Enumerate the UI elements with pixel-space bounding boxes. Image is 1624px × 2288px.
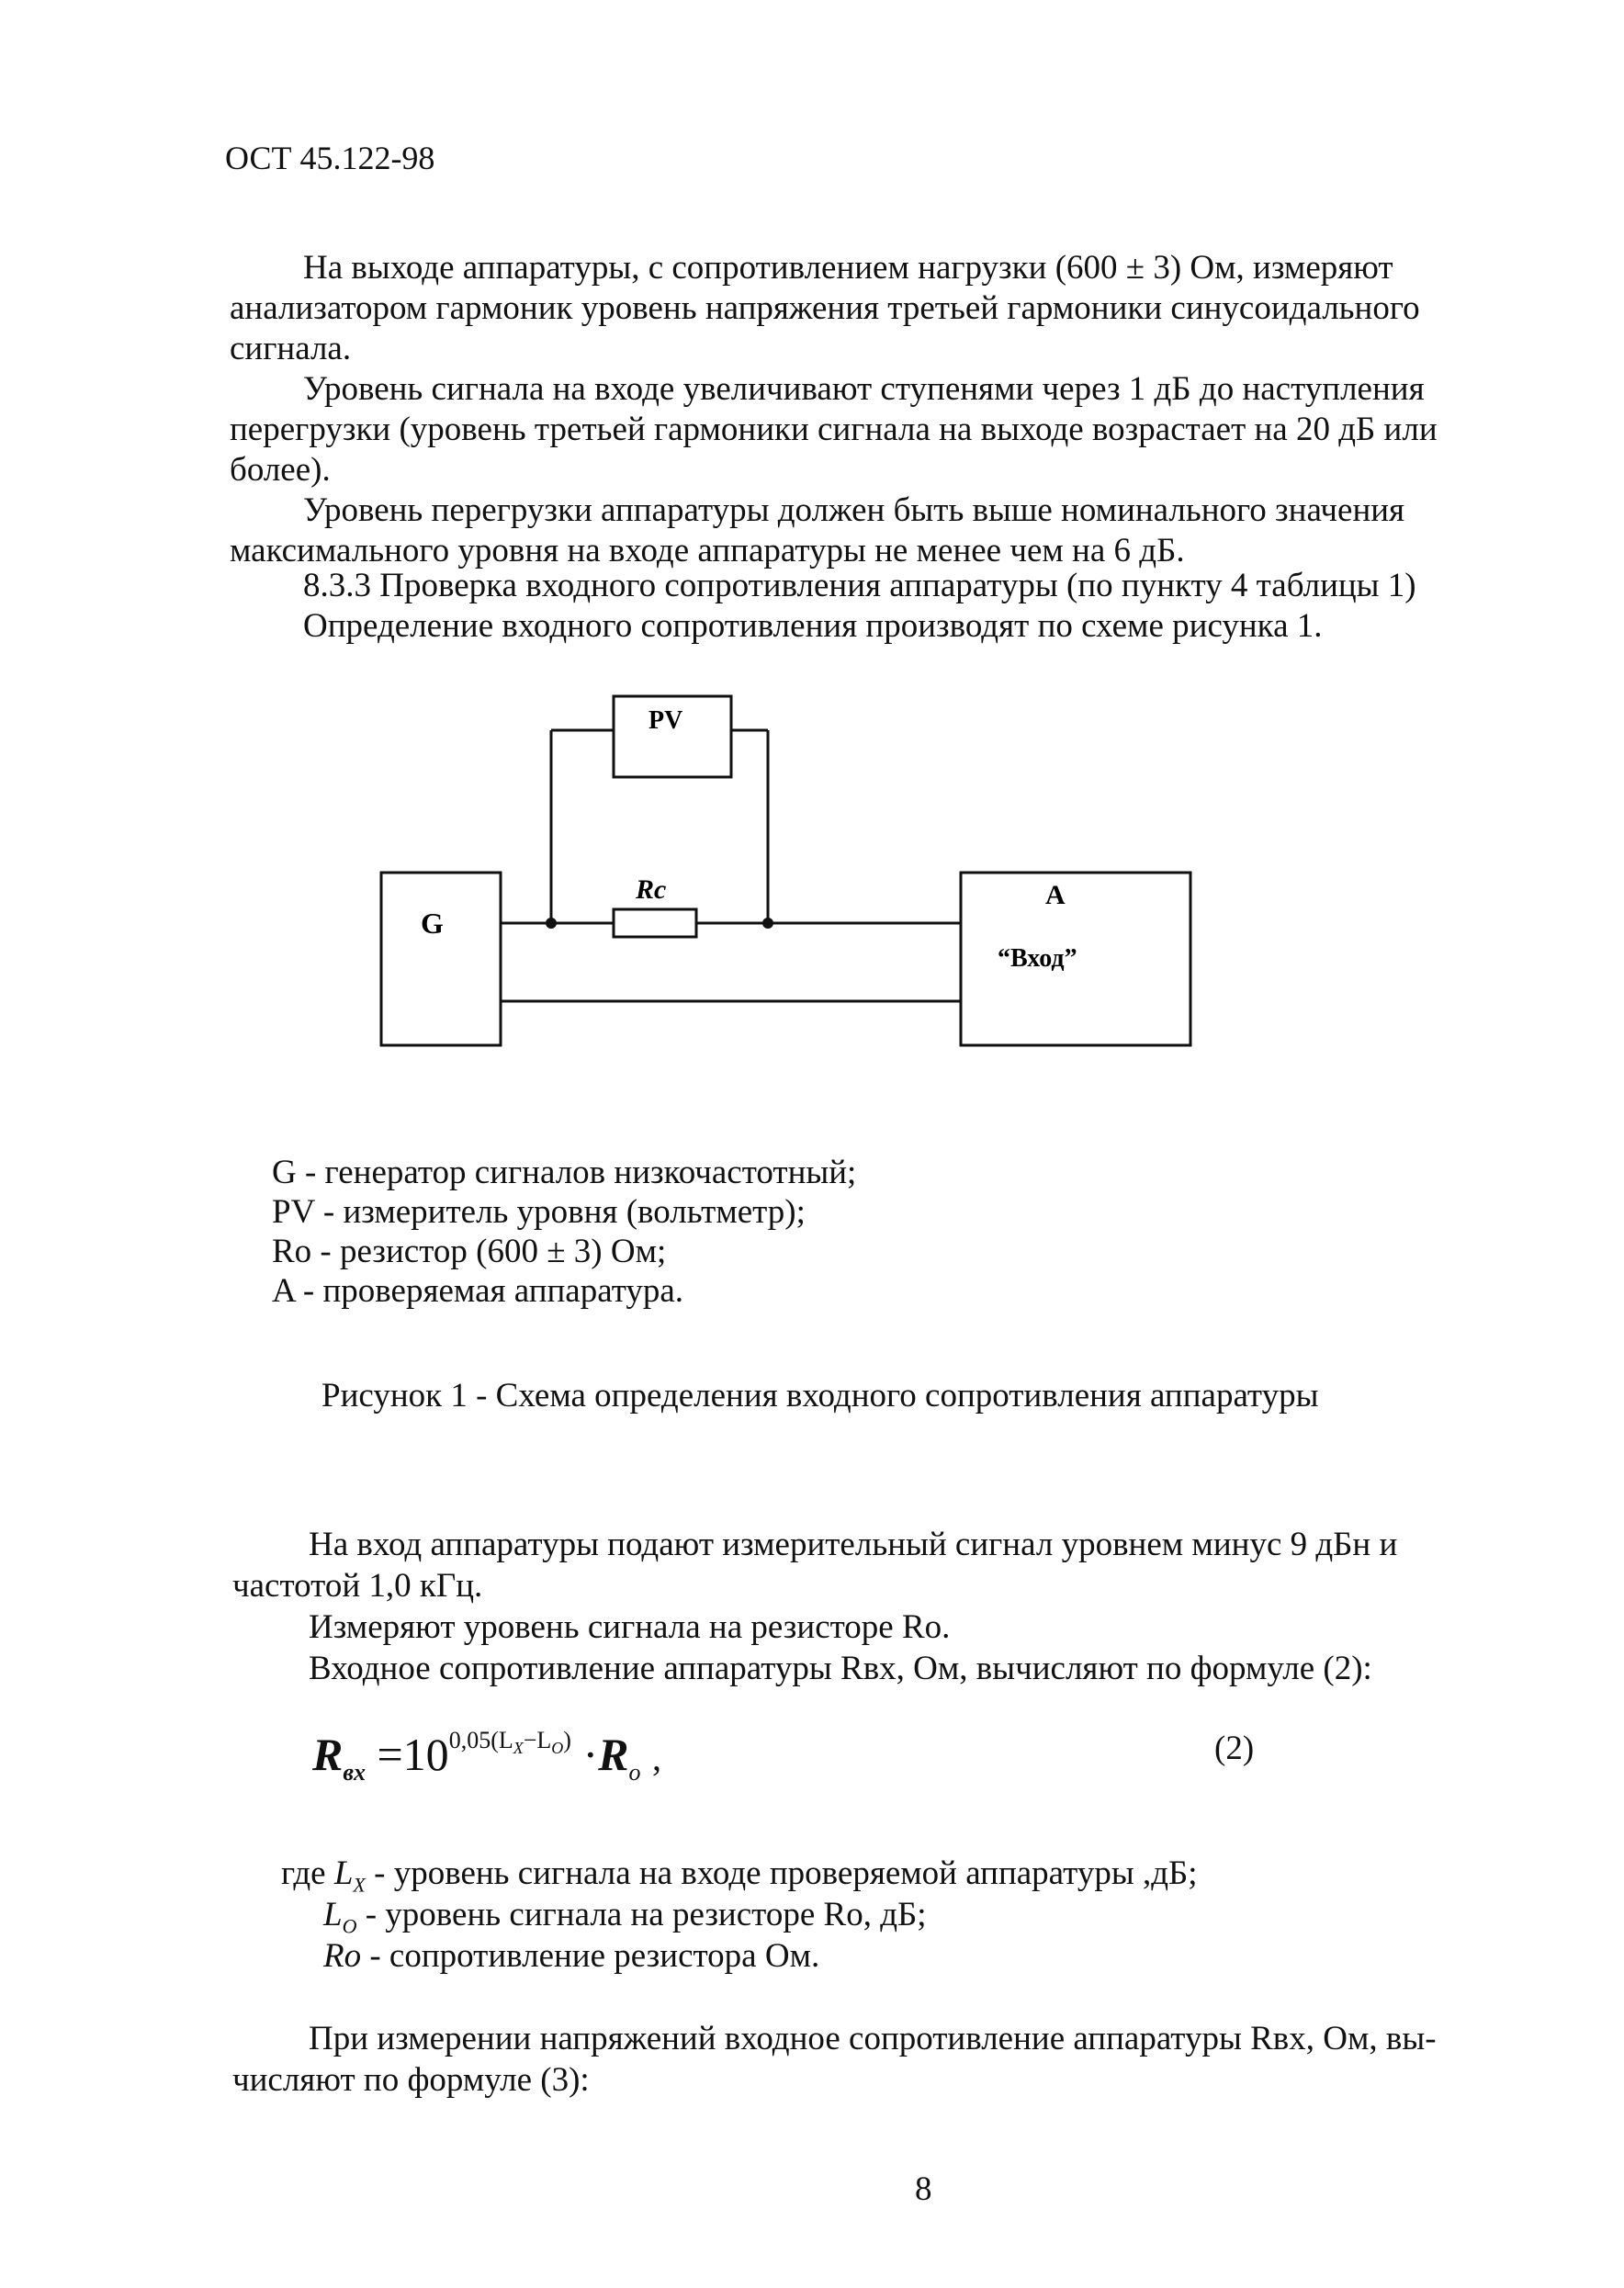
paragraph-line: Определение входного сопротивления производят по схеме рисунка 1. xyxy=(303,607,1323,645)
paragraph-line: частотой 1,0 кГц. xyxy=(232,1567,483,1605)
formula-exp-mid: −L xyxy=(523,1727,552,1753)
formula-r-sub: o xyxy=(628,1759,641,1786)
where-text-1: - уровень сигнала на входе проверяемой аппаратуры ,дБ; xyxy=(374,1854,1198,1892)
paragraph-line: Измеряют уровень сигнала на резисторе Ro. xyxy=(309,1608,951,1646)
paragraph-line: На вход аппаратуры подают измерительный сигнал уровнем минус 9 дБн и xyxy=(309,1526,1398,1563)
figure-caption: Рисунок 1 - Схема определения входного сопротивления аппаратуры xyxy=(321,1377,1319,1415)
where-line-3 xyxy=(323,1936,819,1977)
pv-label: PV xyxy=(648,706,683,735)
formula-exp-start: 0,05(L xyxy=(448,1727,513,1753)
formula-lhs-sub: вх xyxy=(343,1759,366,1786)
legend-item: G - генератор сигналов низкочастотный; xyxy=(272,1154,857,1191)
junction-dot-left xyxy=(546,918,557,929)
formula-r: R xyxy=(598,1729,629,1780)
symbol-lx-sub: X xyxy=(353,1873,366,1897)
where-text-2: - уровень сигнала на резисторе Ro, дБ; xyxy=(365,1896,927,1933)
document-id: ОСТ 45.122-98 xyxy=(225,140,435,176)
paragraph-line: анализатором гармоник уровень напряжения третьей гармоники синусоидального xyxy=(230,289,1420,327)
formula-exponent xyxy=(448,1727,571,1758)
g-label: G xyxy=(421,907,444,940)
formula-eq: =10 xyxy=(377,1729,449,1780)
paragraph-line: На выходе аппаратуры, с сопротивлением нагрузки (600 ± 3) Ом, измеряют xyxy=(303,249,1393,287)
formula-exp-sub1: X xyxy=(513,1739,524,1758)
symbol-ro: Ro xyxy=(323,1937,362,1975)
where-prefix: где xyxy=(281,1854,326,1892)
paragraph-line: Входное сопротивление аппаратуры Rвх, Ом, вычисляют по формуле (2): xyxy=(309,1650,1372,1687)
rc-label: Rc xyxy=(636,874,667,905)
paragraph-line: максимального уровня на входе аппаратуры не менее чем на 6 дБ. xyxy=(230,532,1185,569)
legend-item: A - проверяемая аппаратура. xyxy=(272,1272,684,1310)
paragraph-line: числяют по формуле (3): xyxy=(232,2061,590,2099)
formula-2 xyxy=(312,1708,661,1805)
section-heading: 8.3.3 Проверка входного сопротивления аппаратуры (по пункту 4 таблицы 1) xyxy=(303,567,1416,604)
symbol-lo: L xyxy=(323,1896,343,1933)
generator-box xyxy=(381,873,501,1045)
formula-comma: , xyxy=(651,1737,661,1778)
paragraph-line: Уровень сигнала на входе увеличивают ступенями через 1 дБ до наступления xyxy=(303,370,1425,408)
page-number: 8 xyxy=(915,2170,932,2208)
paragraph-line: Уровень перегрузки аппаратуры должен быть выше номинального значения xyxy=(303,491,1405,529)
formula-lhs: R xyxy=(312,1729,344,1780)
formula-exp-end: ) xyxy=(563,1727,571,1753)
a-label: A xyxy=(1045,880,1066,910)
legend-item: PV - измеритель уровня (вольтметр); xyxy=(272,1193,806,1231)
paragraph-line: более). xyxy=(230,451,331,489)
paragraph-line: сигнала. xyxy=(230,330,352,367)
formula-exp-sub2: O xyxy=(551,1739,564,1758)
input-label: “Вход” xyxy=(998,944,1077,973)
where-text-3: - сопротивление резистора Ом. xyxy=(369,1937,820,1975)
symbol-lx: L xyxy=(333,1854,354,1892)
paragraph-line: перегрузки (уровень третьей гармоники сигнала на выходе возрастает на 20 дБ или xyxy=(230,411,1438,448)
resistor-symbol xyxy=(614,909,696,937)
junction-dot-right xyxy=(762,918,773,929)
paragraph-line: При измерении напряжений входное сопротивление аппаратуры Rвх, Ом, вы- xyxy=(309,2020,1437,2057)
symbol-lo-sub: O xyxy=(342,1914,357,1938)
formula-dot: · xyxy=(582,1729,599,1780)
formula-number: (2) xyxy=(1214,1730,1255,1767)
legend-item: Ro - резистор (600 ± 3) Ом; xyxy=(272,1233,667,1270)
